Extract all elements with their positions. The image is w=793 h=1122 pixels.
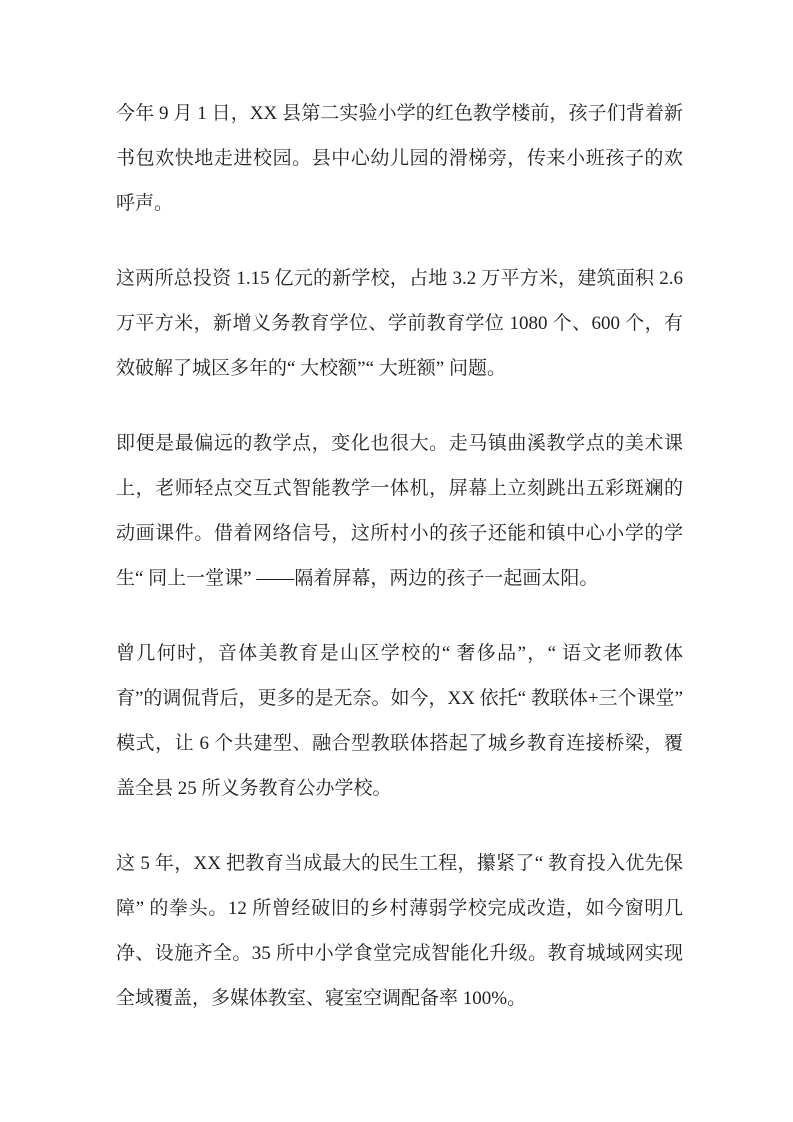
paragraph: 今年 9 月 1 日，XX 县第二实验小学的红色教学楼前，孩子们背着新书包欢快地走进校园。县中心幼儿园的滑梯旁，传来小班孩子的欢呼声。 <box>116 103 683 214</box>
paragraph: 这 5 年，XX 把教育当成最大的民生工程，攥紧了“ 教育投入优先保障” 的拳头。12 所曾经破旧的乡村薄弱学校完成改造，如今窗明几净、设施齐全。35 所中小学食堂完成智能化升级。教育城域网实现全域覆盖，多媒体教室、寝室空调配备率 100%。 <box>116 853 683 1009</box>
paragraph: 这两所总投资 1.15 亿元的新学校，占地 3.2 万平方米，建筑面积 2.6 万平方米，新增义务教育学位、学前教育学位 1080 个、600 个，有效破解了城区多年的“ 大校额”“ 大班额” 问题。 <box>116 268 683 379</box>
document-body <box>116 91 683 1021</box>
paragraph: 曾几何时，音体美教育是山区学校的“ 奢侈品”，“ 语文老师教体育”的调侃背后，更多的是无奈。如今，XX 依托“ 教联体+三个课堂” 模式，让 6 个共建型、融合型教联体搭起了城乡教育连接桥梁，覆盖全县 25 所义务教育公办学校。 <box>116 643 683 799</box>
paragraph: 即便是最偏远的教学点，变化也很大。走马镇曲溪教学点的美术课上，老师轻点交互式智能教学一体机，屏幕上立刻跳出五彩斑斓的动画课件。借着网络信号，这所村小的孩子还能和镇中心小学的学生“ 同上一堂课” ——隔着屏幕，两边的孩子一起画太阳。 <box>116 433 683 589</box>
